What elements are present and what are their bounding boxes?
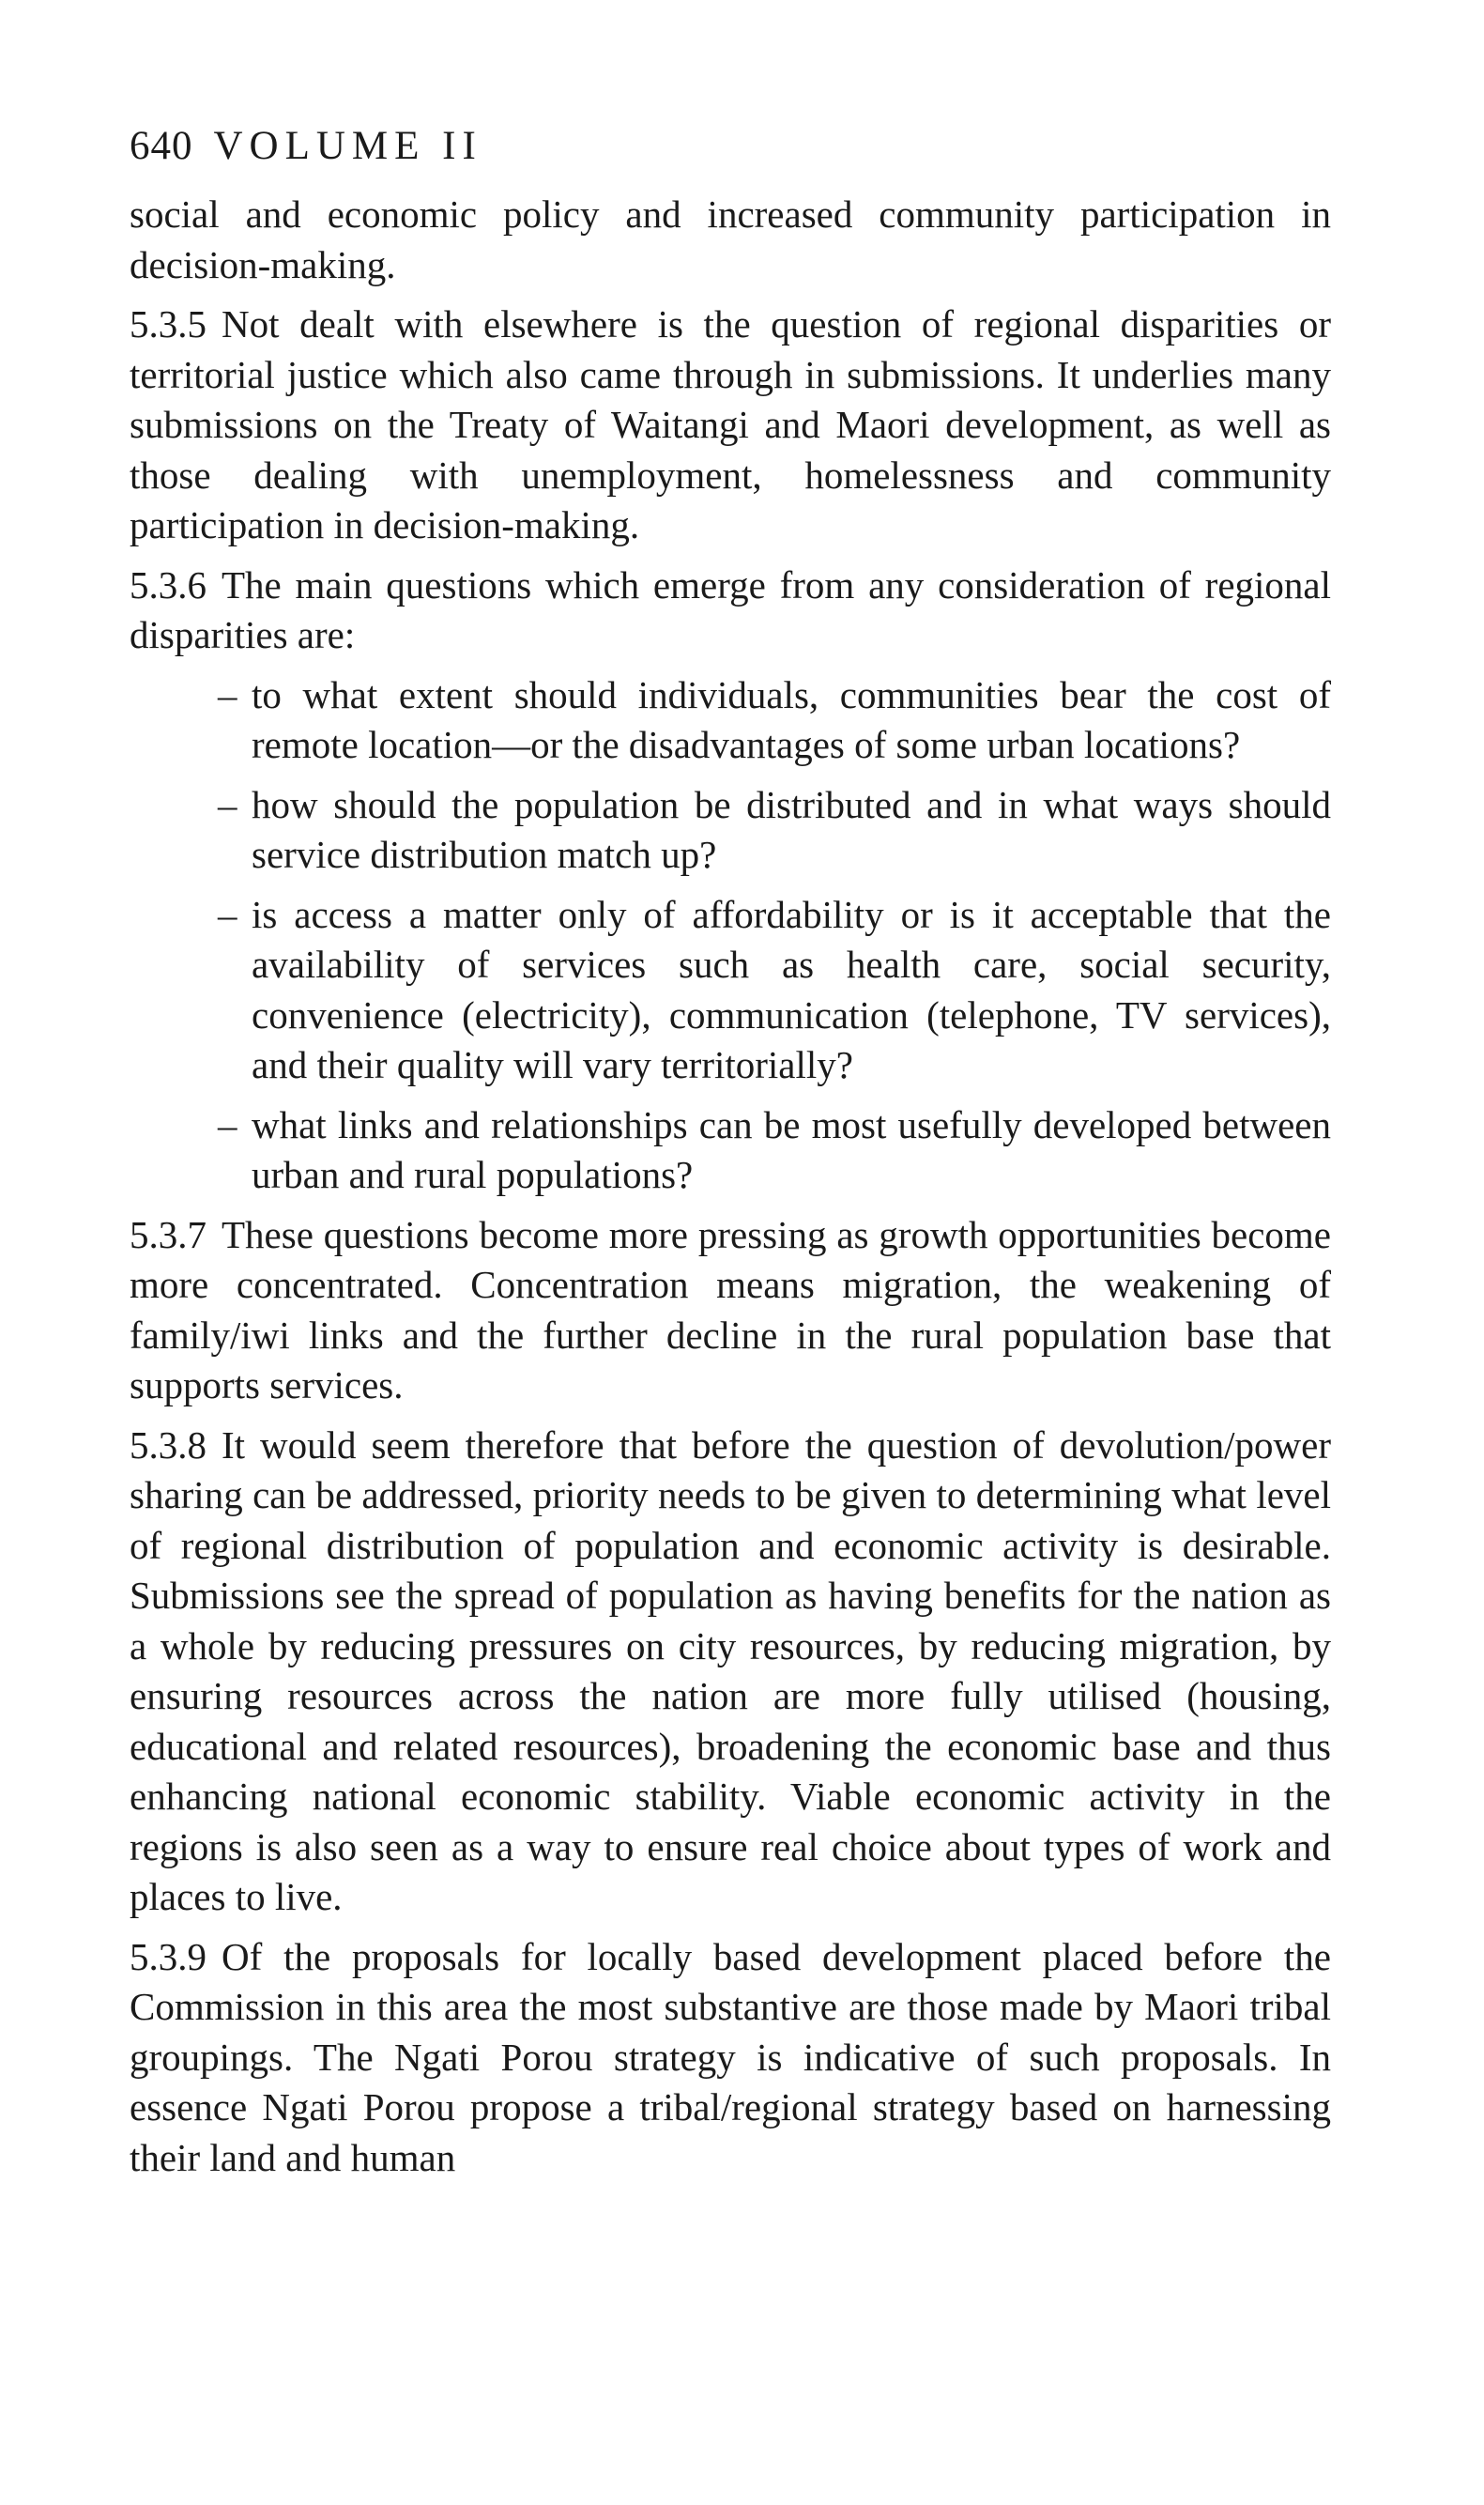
list-item-text: how should the population be distributed and in what ways should service distribution match up? — [252, 782, 1331, 876]
page-number: 640 — [130, 124, 193, 168]
paragraph-5-3-8 — [130, 1421, 1331, 1923]
paragraph-text: These questions become more pressing as growth opportunities become more concentrated. Concentration means migration, the weakening of family/iwi links and the further decline in the rural population base that supports services. — [130, 1212, 1331, 1406]
running-head — [130, 120, 1331, 173]
list-item: – to what extent should individuals, communities bear the cost of remote location—or the disadvantages of some urban locations? — [218, 672, 1331, 766]
paragraph-continued — [130, 190, 1331, 290]
list-item-text: what links and relationships can be most usefully developed between urban and rural populations? — [252, 1102, 1331, 1196]
paragraph-text: social and economic policy and increased community participation in decision-making. — [130, 192, 1331, 286]
paragraph-text: It would seem therefore that before the question of devolution/power sharing can be addressed, priority needs to be given to determining what level of regional distribution of population and economic activity is desirable. Submissions see the spread of population as having benefits for the nation as a whole by reducing pressures on city resources, by reducing migration, by ensuring resources across the nation are more fully utilised (housing, educational and related resources), broadening the economic base and thus enhancing national economic stability. Viable economic activity in the regions is also seen as a way to ensure real choice about types of work and places to live. — [130, 1422, 1331, 1918]
volume-title: VOLUME II — [213, 124, 482, 168]
paragraph-text: Of the proposals for locally based development placed before the Commission in this area the most substantive are those made by Maori tribal groupings. The Ngati Porou strategy is indicative of such proposals. In essence Ngati Porou propose a tribal/regional strategy based on harnessing their land and human — [130, 1934, 1331, 2179]
paragraph-number: 5.3.5 — [130, 302, 207, 346]
paragraph-5-3-6 — [130, 561, 1331, 661]
paragraph-5-3-5 — [130, 300, 1331, 551]
questions-list — [130, 670, 1331, 1201]
document-page — [130, 120, 1331, 2192]
paragraph-text: Not dealt with elsewhere is the question of regional disparities or territorial justice which also came through in submissions. It underlies many submissions on the Treaty of Waitangi and Maori development, as well as those dealing with unemployment, homelessness and community participation in decision-making. — [130, 302, 1331, 546]
list-item: – is access a matter only of affordability or is it acceptable that the availability of services such as health care, social security, convenience (electricity), communication (telephone, TV services), and their quality will vary territorially? — [218, 892, 1331, 1086]
paragraph-5-3-9 — [130, 1932, 1331, 2184]
paragraph-number: 5.3.6 — [130, 562, 207, 607]
list-item: – what links and relationships can be most usefully developed between urban and rural populations? — [218, 1102, 1331, 1196]
paragraph-5-3-7 — [130, 1210, 1331, 1411]
list-item-text: is access a matter only of affordability or is it acceptable that the availability of services such as health care, social security, convenience (electricity), communication (telephone, TV services), and their quality will vary territorially? — [252, 892, 1331, 1086]
paragraph-number: 5.3.7 — [130, 1212, 207, 1256]
paragraph-number: 5.3.8 — [130, 1422, 207, 1467]
paragraph-number: 5.3.9 — [130, 1934, 207, 1978]
list-item: – how should the population be distributed and in what ways should service distribution match up? — [218, 782, 1331, 876]
paragraph-text: The main questions which emerge from any consideration of regional disparities are: — [130, 562, 1331, 656]
list-item-text: to what extent should individuals, communities bear the cost of remote location—or the disadvantages of some urban locations? — [252, 672, 1331, 766]
